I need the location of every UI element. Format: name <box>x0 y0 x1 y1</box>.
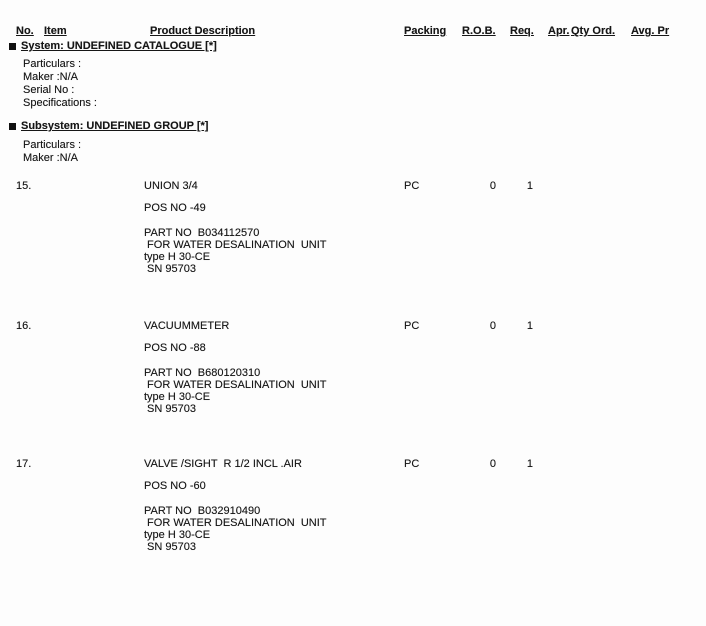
system-header: System: UNDEFINED CATALOGUE [*] <box>21 40 217 52</box>
item-part-no: PART NO B034112570 <box>144 227 260 239</box>
system-maker: Maker :N/A <box>23 71 79 83</box>
item-packing: PC <box>404 458 420 470</box>
col-header-packing: Packing <box>404 25 447 37</box>
item-part-detail: type H 30-CE <box>144 391 211 403</box>
item-description: UNION 3/4 <box>144 180 198 192</box>
item-req: 1 <box>526 458 533 470</box>
item-no: 16. <box>16 320 32 332</box>
item-pos-no: POS NO -60 <box>144 480 206 492</box>
item-description: VALVE /SIGHT R 1/2 INCL .AIR <box>144 458 302 470</box>
table-row <box>0 320 706 420</box>
subsystem-particulars: Particulars : <box>23 139 82 151</box>
square-bullet-icon <box>9 43 16 50</box>
item-no: 15. <box>16 180 32 192</box>
item-part-no: PART NO B032910490 <box>144 505 261 517</box>
item-rob: 0 <box>489 320 496 332</box>
item-part-detail: type H 30-CE <box>144 251 211 263</box>
subsystem-maker: Maker :N/A <box>23 152 79 164</box>
item-part-detail: FOR WATER DESALINATION UNIT <box>144 239 327 251</box>
item-rob: 0 <box>489 458 496 470</box>
system-serial-no: Serial No : <box>23 84 75 96</box>
col-header-avg-pr: Avg. Pr <box>631 25 670 37</box>
item-pos-no: POS NO -88 <box>144 342 206 354</box>
item-packing: PC <box>404 180 420 192</box>
col-header-req: Req. <box>510 25 534 37</box>
item-part-detail: type H 30-CE <box>144 529 211 541</box>
item-part-detail: SN 95703 <box>144 541 196 553</box>
item-description: VACUUMMETER <box>144 320 230 332</box>
item-part-detail: SN 95703 <box>144 263 196 275</box>
system-particulars: Particulars : <box>23 58 82 70</box>
col-header-item: Item <box>44 25 67 37</box>
item-part-detail: FOR WATER DESALINATION UNIT <box>144 379 327 391</box>
col-header-no: No. <box>16 25 34 37</box>
item-packing: PC <box>404 320 420 332</box>
item-pos-no: POS NO -49 <box>144 202 206 214</box>
system-specifications: Specifications : <box>23 97 97 109</box>
col-header-rob: R.O.B. <box>462 25 496 37</box>
square-bullet-icon <box>9 123 16 130</box>
col-header-description: Product Description <box>150 25 256 37</box>
table-row <box>0 458 706 558</box>
item-req: 1 <box>526 180 533 192</box>
subsystem-header: Subsystem: UNDEFINED GROUP [*] <box>21 120 209 132</box>
item-part-detail: FOR WATER DESALINATION UNIT <box>144 517 327 529</box>
item-part-no: PART NO B680120310 <box>144 367 261 379</box>
item-rob: 0 <box>489 180 496 192</box>
col-header-qty-ord: Qty Ord. <box>571 25 616 37</box>
item-no: 17. <box>16 458 32 470</box>
item-req: 1 <box>526 320 533 332</box>
col-header-apr: Apr. <box>548 25 570 37</box>
item-part-detail: SN 95703 <box>144 403 196 415</box>
table-row <box>0 180 706 280</box>
